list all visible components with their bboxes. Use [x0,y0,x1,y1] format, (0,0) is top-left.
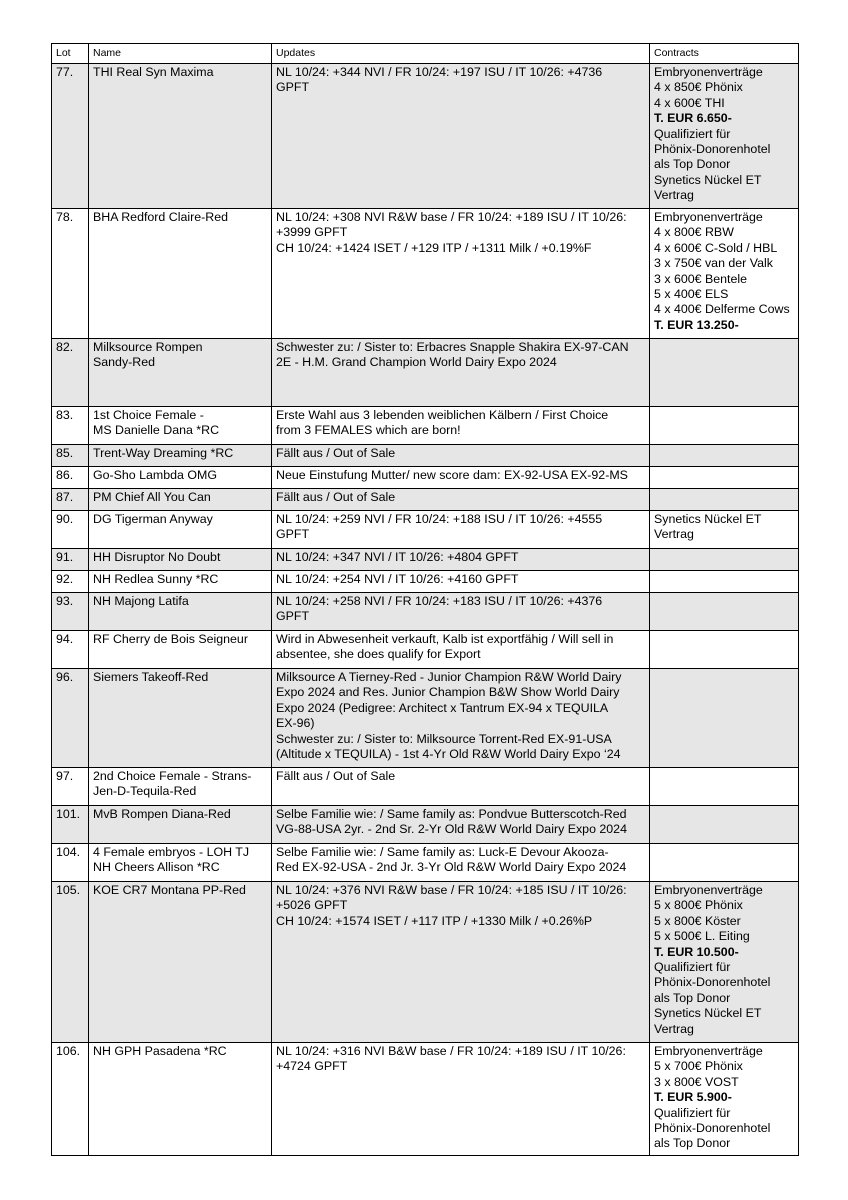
updates-text [272,64,650,209]
updates-text-line: Neue Einstufung Mutter/ new score dam: EX-92-USA EX-92-MS [276,468,628,482]
updates-text [272,768,650,806]
updates-text-line: Erste Wahl aus 3 lebenden weiblichen Kälbern / First Choice [276,408,609,422]
contracts-text [650,339,799,407]
lot-number: 101. [52,806,89,844]
lot-number: 106. [52,1043,89,1156]
table-row [52,445,799,467]
animal-name [89,844,272,882]
contracts-text-line: 4 x 600€ THI [654,95,725,110]
updates-text-line: GPFT [276,609,310,624]
lot-number: 97. [52,768,89,806]
updates-text-line: GPFT [276,527,310,542]
updates-text [272,571,650,593]
contracts-text-line: 5 x 700€ Phönix [654,1059,743,1074]
animal-name-line: Jen-D-Tequila-Red [93,784,197,799]
contracts-text-line: 3 x 600€ Bentele [654,271,748,286]
table-row [52,571,799,593]
animal-name [89,64,272,209]
lot-number: 94. [52,631,89,669]
contracts-text-line: als Top Donor [654,157,731,172]
contracts-text-line: Qualifiziert für [654,126,731,141]
lot-number: 86. [52,467,89,489]
updates-text-line: Expo 2024 (Pedigree: Architect x Tantrum EX-94 x TEQUILA [276,700,609,715]
animal-name [89,445,272,467]
contracts-text-line: Qualifiziert für [654,960,731,975]
contracts-text-line: T. EUR 13.250- [654,317,739,332]
lot-number: 90. [52,511,89,549]
updates-text [272,844,650,882]
contracts-text-line: T. EUR 5.900- [654,1090,732,1105]
animal-name-line: NH Cheers Allison *RC [93,860,220,875]
animal-name [89,768,272,806]
contracts-text-line: 4 x 850€ Phönix [654,80,743,95]
animal-name-line: NH Majong Latifa [93,594,189,608]
contracts-text-line: als Top Donor [654,990,731,1005]
header-contracts: Contracts [650,44,799,64]
table-row [52,669,799,768]
contracts-text-line: Phönix-Donorenhotel [654,975,771,990]
contracts-text-line: 5 x 500€ L. Eiting [654,929,750,944]
table-row [52,549,799,571]
animal-name [89,1043,272,1156]
updates-text-line: 2E - H.M. Grand Champion World Dairy Expo 2024 [276,355,557,370]
animal-name-line: Sandy-Red [93,355,155,370]
contracts-text-line: 3 x 800€ VOST [654,1074,739,1089]
updates-text-line: Schwester zu: / Sister to: Milksource Torrent-Red EX-91-USA [276,731,612,746]
contracts-text-line: Embryonenverträge [654,1044,763,1058]
animal-name [89,489,272,511]
lot-number: 91. [52,549,89,571]
contracts-text-line: Synetics Nückel ET [654,512,762,526]
animal-name-line: RF Cherry de Bois Seigneur [93,632,248,646]
animal-name-line: DG Tigerman Anyway [93,512,213,526]
updates-text-line: absentee, she does qualify for Export [276,647,481,662]
animal-name [89,407,272,445]
animal-name-line: Go-Sho Lambda OMG [93,468,217,482]
table-row [52,64,799,209]
header-updates: Updates [272,44,650,64]
table-row [52,489,799,511]
animal-name-line: PM Chief All You Can [93,490,211,504]
contracts-text-line: Synetics Nückel ET [654,172,762,187]
updates-text [272,806,650,844]
table-row [52,593,799,631]
lot-number: 77. [52,64,89,209]
updates-text-line: Fällt aus / Out of Sale [276,446,396,460]
animal-name [89,571,272,593]
lot-number: 87. [52,489,89,511]
table-body [52,64,799,1156]
lot-updates-sheet [51,43,798,1156]
lot-number: 85. [52,445,89,467]
contracts-text-line: Embryonenverträge [654,210,763,224]
table-row [52,467,799,489]
contracts-text [650,407,799,445]
animal-name-line: MvB Rompen Diana-Red [93,807,231,821]
animal-name [89,467,272,489]
updates-text [272,209,650,339]
table-row [52,844,799,882]
contracts-text [650,571,799,593]
contracts-text [650,631,799,669]
animal-name-line: THI Real Syn Maxima [93,65,214,79]
animal-name-line: MS Danielle Dana *RC [93,423,220,438]
animal-name [89,669,272,768]
updates-text-line: NL 10/24: +254 NVI / IT 10/26: +4160 GPFT [276,572,519,586]
updates-text [272,511,650,549]
contracts-text-line: Phönix-Donorenhotel [654,1121,771,1136]
updates-text-line: CH 10/24: +1574 ISET / +117 ITP / +1330 Milk / +0.26%P [276,913,593,928]
animal-name [89,339,272,407]
updates-text-line: Red EX-92-USA - 2nd Jr. 3-Yr Old R&W World Dairy Expo 2024 [276,860,627,875]
animal-name-line: 1st Choice Female - [93,408,204,422]
updates-text-line: NL 10/24: +344 NVI / FR 10/24: +197 ISU / IT 10/26: +4736 [276,65,603,79]
lot-number: 93. [52,593,89,631]
header-lot: Lot [52,44,89,64]
updates-text [272,882,650,1043]
contracts-text [650,593,799,631]
table-row [52,407,799,445]
updates-text [272,339,650,407]
table-row [52,339,799,407]
animal-name-line: KOE CR7 Montana PP-Red [93,883,246,897]
contracts-text-line: Phönix-Donorenhotel [654,142,771,157]
contracts-text-line: Vertrag [654,1021,694,1036]
contracts-text [650,209,799,339]
contracts-text-line: T. EUR 10.500- [654,944,739,959]
updates-text-line: NL 10/24: +347 NVI / IT 10/26: +4804 GPFT [276,550,519,564]
contracts-text-line: 5 x 400€ ELS [654,287,729,302]
animal-name-line: NH GPH Pasadena *RC [93,1044,227,1058]
animal-name [89,882,272,1043]
updates-text [272,1043,650,1156]
lot-number: 96. [52,669,89,768]
contracts-text [650,844,799,882]
updates-text-line: +5026 GPFT [276,898,348,913]
animal-name [89,209,272,339]
animal-name-line: Milksource Rompen [93,340,203,354]
updates-text [272,593,650,631]
updates-text [272,489,650,511]
animal-name [89,549,272,571]
lot-number: 82. [52,339,89,407]
animal-name-line: 2nd Choice Female - Strans- [93,769,252,783]
updates-text [272,467,650,489]
table-row [52,768,799,806]
updates-text-line: NL 10/24: +308 NVI R&W base / FR 10/24: +189 ISU / IT 10/26: [276,210,627,224]
contracts-text-line: 4 x 800€ RBW [654,225,734,240]
contracts-text [650,768,799,806]
contracts-text-line: Embryonenverträge [654,65,763,79]
animal-name [89,631,272,669]
lot-number: 83. [52,407,89,445]
contracts-text-line: Vertrag [654,527,694,542]
table-row [52,209,799,339]
updates-text-line: Expo 2024 and Res. Junior Champion B&W Show World Dairy [276,685,620,700]
updates-text-line: +3999 GPFT [276,225,348,240]
contracts-text-line: Vertrag [654,188,694,203]
animal-name-line: Siemers Takeoff-Red [93,670,209,684]
contracts-text-line: 5 x 800€ Phönix [654,898,743,913]
updates-text-line: GPFT [276,80,310,95]
updates-text-line: NL 10/24: +258 NVI / FR 10/24: +183 ISU / IT 10/26: +4376 [276,594,603,608]
updates-text-line: NL 10/24: +316 NVI B&W base / FR 10/24: +189 ISU / IT 10/26: [276,1044,626,1058]
table-row [52,1043,799,1156]
header-name: Name [89,44,272,64]
contracts-text [650,489,799,511]
contracts-text [650,882,799,1043]
contracts-text [650,669,799,768]
updates-text [272,631,650,669]
contracts-text [650,445,799,467]
contracts-text [650,1043,799,1156]
animal-name-line: BHA Redford Claire-Red [93,210,228,224]
contracts-text-line: 3 x 750€ van der Valk [654,256,773,271]
contracts-text-line: als Top Donor [654,1136,731,1151]
contracts-text-line: 4 x 600€ C-Sold / HBL [654,240,778,255]
table-row [52,631,799,669]
contracts-text-line: Synetics Nückel ET [654,1006,762,1021]
updates-text-line: Fällt aus / Out of Sale [276,490,396,504]
updates-text-line: +4724 GPFT [276,1059,348,1074]
updates-text [272,407,650,445]
updates-text [272,549,650,571]
updates-text-line: NL 10/24: +259 NVI / FR 10/24: +188 ISU / IT 10/26: +4555 [276,512,603,526]
contracts-text-line: T. EUR 6.650- [654,111,732,126]
table-row [52,806,799,844]
updates-text-line: Milksource A Tierney-Red - Junior Champion R&W World Dairy [276,670,622,684]
animal-name-line: NH Redlea Sunny *RC [93,572,219,586]
lot-number: 92. [52,571,89,593]
animal-name-line: HH Disruptor No Doubt [93,550,221,564]
updates-text-line: (Altitude x TEQUILA) - 1st 4-Yr Old R&W World Dairy Expo ‘24 [276,747,621,762]
updates-text [272,669,650,768]
lot-number: 78. [52,209,89,339]
updates-text-line: Selbe Familie wie: / Same family as: Pondvue Butterscotch-Red [276,807,627,821]
table-row [52,511,799,549]
updates-text-line: EX-96) [276,716,315,731]
animal-name-line: Trent-Way Dreaming *RC [93,446,234,460]
lot-number: 104. [52,844,89,882]
contracts-text-line: 5 x 800€ Köster [654,913,741,928]
contracts-text [650,806,799,844]
updates-text-line: Fällt aus / Out of Sale [276,769,396,783]
lot-updates-table [51,43,799,1156]
updates-text-line: from 3 FEMALES which are born! [276,423,461,438]
updates-text-line: NL 10/24: +376 NVI R&W base / FR 10/24: +185 ISU / IT 10/26: [276,883,627,897]
contracts-text [650,511,799,549]
updates-text [272,445,650,467]
lot-number: 105. [52,882,89,1043]
updates-text-line: CH 10/24: +1424 ISET / +129 ITP / +1311 Milk / +0.19%F [276,240,592,255]
contracts-text [650,64,799,209]
contracts-text-line: Qualifiziert für [654,1105,731,1120]
updates-text-line: Selbe Familie wie: / Same family as: Luck-E Devour Akooza- [276,845,609,859]
table-header-row [52,44,799,64]
table-row [52,882,799,1043]
contracts-text [650,467,799,489]
updates-text-line: Wird in Abwesenheit verkauft, Kalb ist exportfähig / Will sell in [276,632,614,646]
animal-name [89,806,272,844]
animal-name-line: 4 Female embryos - LOH TJ [93,845,250,859]
animal-name [89,511,272,549]
updates-text-line: Schwester zu: / Sister to: Erbacres Snapple Shakira EX-97-CAN [276,340,629,354]
animal-name [89,593,272,631]
contracts-text-line: Embryonenverträge [654,883,763,897]
contracts-text-line: 4 x 400€ Delferme Cows [654,302,790,317]
contracts-text [650,549,799,571]
updates-text-line: VG-88-USA 2yr. - 2nd Sr. 2-Yr Old R&W World Dairy Expo 2024 [276,822,627,837]
